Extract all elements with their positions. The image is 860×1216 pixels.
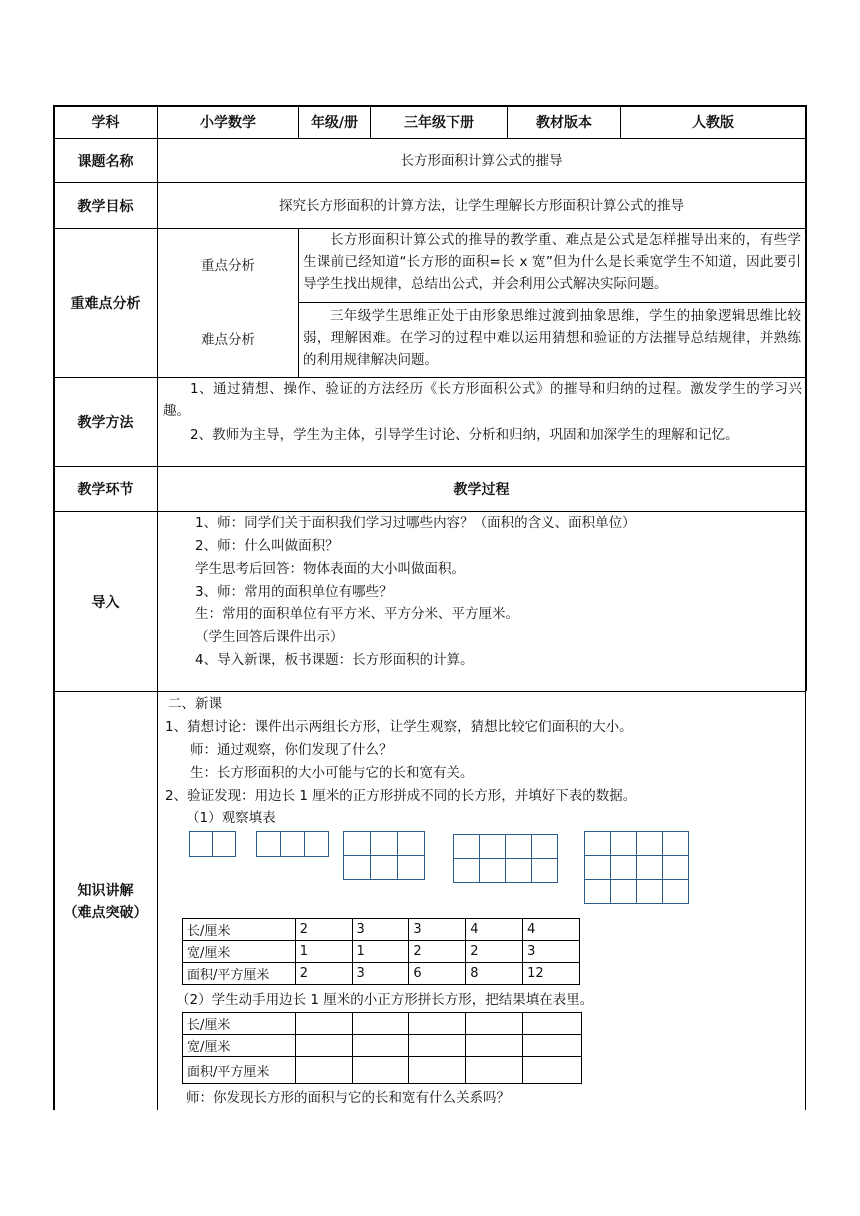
- method-label: 教学方法: [77, 415, 134, 431]
- table-cell: 3: [352, 963, 409, 985]
- task-2-text: （2）学生动手用边长 1 厘米的小正方形拼长方形，把结果填在表里。: [176, 992, 594, 1008]
- table-cell: 3: [523, 941, 580, 963]
- unit-square: [610, 879, 637, 904]
- table-cell[interactable]: [466, 1035, 523, 1057]
- hard-point-text: 三年级学生思维正处于由形象思维过渡到抽象思维，学生的抽象逻辑思维比较弱，理解困难。在学习的过程中难以运用猜想和验证的方法摧导总结规律，并熟练的利用规律解决问题。: [303, 308, 801, 368]
- row-label: 面积/平方厘米: [183, 1057, 296, 1084]
- grid-line: [805, 105, 807, 691]
- intro-line: 生：常用的面积单位有平方米、平方分米、平方厘米。: [195, 606, 519, 622]
- table-cell[interactable]: [295, 1057, 352, 1084]
- unit-square: [662, 831, 689, 856]
- intro-line: 3、师：常用的面积单位有哪些？: [195, 584, 393, 600]
- table-row: [183, 919, 580, 941]
- unit-square: [531, 834, 558, 859]
- grade-label: 年级/册: [310, 115, 359, 131]
- unit-square: [304, 831, 329, 857]
- topic-label: 课题名称: [77, 153, 134, 170]
- table-row: [183, 1013, 582, 1035]
- knowledge-label-line-2: （难点突破）: [63, 905, 148, 921]
- goal-label: 教学目标: [77, 198, 134, 215]
- grid-line: [298, 302, 806, 303]
- unit-square: [397, 855, 425, 880]
- table-cell[interactable]: [409, 1057, 466, 1084]
- table-cell: 4: [523, 919, 580, 941]
- unit-square: [453, 834, 480, 859]
- table-cell: 8: [466, 963, 523, 985]
- unit-square: [343, 831, 371, 856]
- intro-line: （学生回答后课件出示）: [195, 629, 344, 645]
- unit-square: [584, 879, 611, 904]
- table-cell[interactable]: [352, 1057, 409, 1084]
- intro-line: 2、师：什么叫做面积？: [195, 538, 339, 554]
- unit-square: [280, 831, 305, 857]
- unit-square: [453, 858, 480, 883]
- unit-square: [479, 858, 506, 883]
- table-cell: 12: [523, 963, 580, 985]
- observation-table: [182, 918, 580, 985]
- table-cell: 2: [295, 919, 352, 941]
- table-cell[interactable]: [295, 1013, 352, 1035]
- table-cell[interactable]: [295, 1035, 352, 1057]
- table-cell[interactable]: [523, 1013, 582, 1035]
- unit-square: [584, 855, 611, 880]
- table-cell: 2: [295, 963, 352, 985]
- subject-value: 小学数学: [200, 115, 256, 131]
- row-label: 面积/平方厘米: [183, 963, 296, 985]
- grid-line: [805, 691, 806, 1110]
- unit-square: [610, 831, 637, 856]
- table-cell[interactable]: [523, 1035, 582, 1057]
- unit-square: [212, 831, 236, 857]
- table-cell[interactable]: [466, 1013, 523, 1035]
- intro-label: 导入: [91, 594, 120, 611]
- unit-square: [636, 855, 663, 880]
- table-cell[interactable]: [523, 1057, 582, 1084]
- edition-value: 人教版: [692, 115, 734, 131]
- knowledge-line: 二、新课: [168, 696, 222, 712]
- table-cell: 2: [409, 941, 466, 963]
- table-cell: 3: [352, 919, 409, 941]
- grid-line: [298, 228, 299, 377]
- knowledge-line: 1、猜想讨论：课件出示两组长方形，让学生观察，猜想比较它们面积的大小。: [165, 719, 633, 735]
- table-cell: 1: [295, 941, 352, 963]
- table-row: [183, 963, 580, 985]
- knowledge-label: [54, 880, 157, 924]
- row-label: 长/厘米: [183, 1013, 296, 1035]
- intro-line: 学生思考后回答：物体表面的大小叫做面积。: [195, 561, 465, 577]
- unit-square: [636, 879, 663, 904]
- subject-label: 学科: [91, 115, 120, 131]
- question-text: 师：你发现长方形的面积与它的长和宽有什么关系吗？: [186, 1090, 510, 1106]
- knowledge-line: 2、验证发现：用边长 1 厘米的正方形拼成不同的长方形，并填好下表的数据。: [165, 788, 637, 804]
- row-label: 宽/厘米: [183, 941, 296, 963]
- unit-square: [505, 834, 532, 859]
- unit-square: [343, 855, 371, 880]
- table-cell: 2: [466, 941, 523, 963]
- stage-value: 教学过程: [453, 482, 510, 498]
- table-cell: 6: [409, 963, 466, 985]
- goal-value: 探究长方形面积的计算方法，让学生理解长方形面积计算公式的推导: [279, 197, 684, 214]
- knowledge-label-line-1: 知识讲解: [77, 883, 134, 899]
- unit-square: [505, 858, 532, 883]
- hard-point-label: 难点分析: [201, 332, 255, 348]
- practice-table: [182, 1012, 582, 1084]
- method-paragraph-1: 1、通过猜想、操作、验证的方法经历《长方形面积公式》的摧导和归纳的过程。激发学生的学习兴趣。: [163, 381, 802, 419]
- table-cell: 4: [466, 919, 523, 941]
- table-row: [183, 941, 580, 963]
- row-label: 长/厘米: [183, 919, 296, 941]
- table-cell[interactable]: [352, 1013, 409, 1035]
- unit-square: [662, 855, 689, 880]
- key-point-text: 长方形面积计算公式的推导的教学重、难点是公式是怎样摧导出来的，有些学生课前已经知道“长方形的面积=长 x 宽”但为什么是长乘宽学生不知道，因此要引导学生找出规律，总结出公式，并会利用公式解决实际问题。: [303, 232, 801, 292]
- method-paragraph-2: 2、教师为主导，学生为主体，引导学生讨论、分析和归纳，巩固和加深学生的理解和记忆。: [190, 427, 739, 443]
- unit-square: [370, 831, 398, 856]
- intro-line: 1、师：同学们关于面积我们学习过哪些内容？（面积的含义、面积单位）: [195, 515, 636, 531]
- knowledge-line: （1）观察填表: [186, 810, 276, 826]
- table-cell[interactable]: [466, 1057, 523, 1084]
- edition-label: 教材版本: [536, 115, 592, 131]
- unit-square: [370, 855, 398, 880]
- table-cell: 1: [352, 941, 409, 963]
- difficulty-label: 重难点分析: [70, 296, 141, 312]
- table-cell[interactable]: [409, 1035, 466, 1057]
- unit-square: [479, 834, 506, 859]
- table-cell[interactable]: [352, 1035, 409, 1057]
- topic-value: 长方形面积计算公式的摧导: [400, 152, 563, 169]
- unit-square: [189, 831, 213, 857]
- intro-line: 4、导入新课，板书课题：长方形面积的计算。: [195, 652, 474, 668]
- row-label: 宽/厘米: [183, 1035, 296, 1057]
- table-row: [183, 1057, 582, 1084]
- stage-label: 教学环节: [77, 482, 134, 498]
- unit-square: [256, 831, 281, 857]
- grid-line: [53, 691, 806, 692]
- knowledge-line: 师：通过观察，你们发现了什么？: [190, 742, 393, 758]
- unit-square: [531, 858, 558, 883]
- unit-square: [584, 831, 611, 856]
- table-cell[interactable]: [409, 1013, 466, 1035]
- unit-square: [662, 879, 689, 904]
- unit-square: [636, 831, 663, 856]
- knowledge-line: 生：长方形面积的大小可能与它的长和宽有关。: [190, 765, 474, 781]
- unit-square: [397, 831, 425, 856]
- unit-square: [610, 855, 637, 880]
- table-row: [183, 1035, 582, 1057]
- grade-value: 三年级下册: [404, 115, 474, 131]
- table-cell: 3: [409, 919, 466, 941]
- key-point-label: 重点分析: [201, 257, 255, 274]
